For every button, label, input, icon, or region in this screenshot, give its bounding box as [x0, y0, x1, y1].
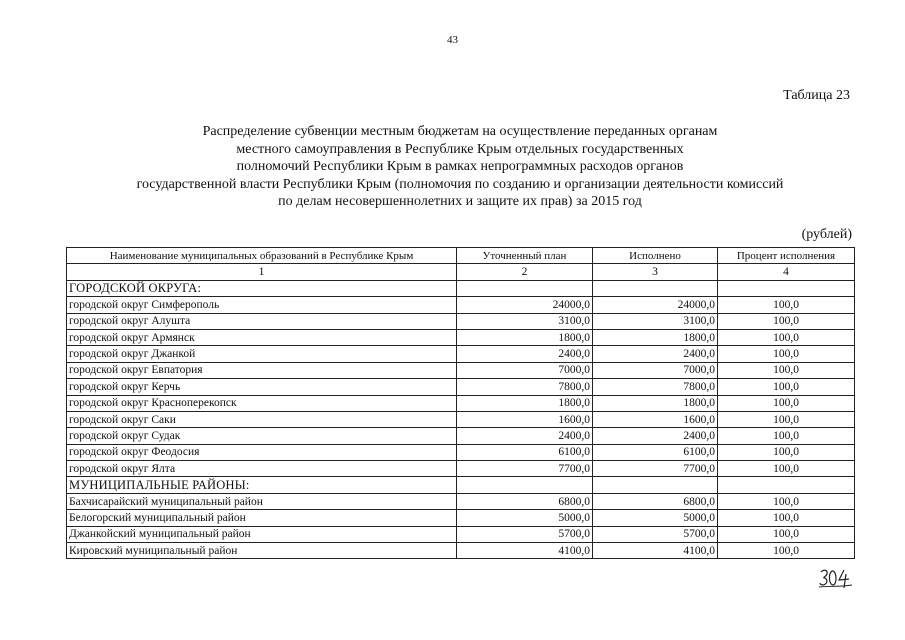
percent-cell: 100,0	[718, 379, 855, 395]
title-line: Распределение субвенции местным бюджетам на осуществление переданных органам	[202, 124, 718, 139]
table-row	[67, 346, 855, 362]
municipality-name-cell: городской округ Джанкой	[67, 346, 457, 362]
percent-cell: 100,0	[718, 543, 855, 559]
plan-cell: 1800,0	[457, 395, 593, 411]
title-line: полномочий Республики Крым в рамках непрограммных расходов органов	[236, 159, 684, 174]
plan-cell: 3100,0	[457, 313, 593, 329]
municipality-name-cell: городской округ Алушта	[67, 313, 457, 329]
section-row	[67, 280, 855, 296]
plan-cell: 2400,0	[457, 346, 593, 362]
page-number: 43	[447, 34, 458, 46]
section-title: ГОРОДСКОЙ ОКРУГА:	[67, 280, 457, 296]
percent-cell: 100,0	[718, 428, 855, 444]
plan-cell: 5000,0	[457, 510, 593, 526]
section-title: МУНИЦИПАЛЬНЫЕ РАЙОНЫ:	[67, 477, 457, 493]
plan-cell: 7000,0	[457, 362, 593, 378]
municipality-name-cell: Кировский муниципальный район	[67, 543, 457, 559]
municipality-name-cell: городской округ Армянск	[67, 329, 457, 345]
table-row	[67, 543, 855, 559]
percent-cell: 100,0	[718, 329, 855, 345]
municipality-name-cell: городской округ Керчь	[67, 379, 457, 395]
plan-cell: 5700,0	[457, 526, 593, 542]
plan-cell: 6100,0	[457, 444, 593, 460]
municipality-name-cell: Белогорский муниципальный район	[67, 510, 457, 526]
executed-cell: 2400,0	[593, 346, 718, 362]
plan-cell: 4100,0	[457, 543, 593, 559]
executed-cell: 1800,0	[593, 395, 718, 411]
percent-cell: 100,0	[718, 395, 855, 411]
plan-cell: 7700,0	[457, 461, 593, 477]
empty-cell	[718, 280, 855, 296]
municipality-name-cell: Джанкойский муниципальный район	[67, 526, 457, 542]
executed-cell: 1800,0	[593, 329, 718, 345]
section-row	[67, 477, 855, 493]
column-number: 2	[457, 264, 593, 280]
percent-cell: 100,0	[718, 313, 855, 329]
empty-cell	[457, 280, 593, 296]
table-row	[67, 510, 855, 526]
empty-cell	[718, 477, 855, 493]
table-row	[67, 362, 855, 378]
percent-cell: 100,0	[718, 444, 855, 460]
percent-cell: 100,0	[718, 461, 855, 477]
municipality-name-cell: городской округ Феодосия	[67, 444, 457, 460]
percent-cell: 100,0	[718, 493, 855, 509]
column-header-done: Исполнено	[593, 248, 718, 264]
units-label: (рублей)	[801, 227, 852, 242]
table-body	[67, 280, 855, 559]
table-label: Таблица 23	[783, 88, 850, 103]
percent-cell: 100,0	[718, 297, 855, 313]
table-row	[67, 329, 855, 345]
column-number: 4	[718, 264, 855, 280]
handwritten-page-mark	[818, 566, 854, 590]
percent-cell: 100,0	[718, 362, 855, 378]
document-title	[100, 123, 820, 211]
executed-cell: 6100,0	[593, 444, 718, 460]
municipality-name-cell: городской округ Красноперекопск	[67, 395, 457, 411]
table-row	[67, 493, 855, 509]
empty-cell	[457, 477, 593, 493]
plan-cell: 1600,0	[457, 411, 593, 427]
executed-cell: 5700,0	[593, 526, 718, 542]
table-row	[67, 444, 855, 460]
plan-cell: 1800,0	[457, 329, 593, 345]
executed-cell: 3100,0	[593, 313, 718, 329]
table-row	[67, 411, 855, 427]
table-row	[67, 395, 855, 411]
percent-cell: 100,0	[718, 346, 855, 362]
executed-cell: 7000,0	[593, 362, 718, 378]
empty-cell	[593, 280, 718, 296]
municipality-name-cell: городской округ Евпатория	[67, 362, 457, 378]
plan-cell: 24000,0	[457, 297, 593, 313]
municipality-name-cell: городской округ Ялта	[67, 461, 457, 477]
percent-cell: 100,0	[718, 411, 855, 427]
table-row	[67, 313, 855, 329]
executed-cell: 7700,0	[593, 461, 718, 477]
title-line: местного самоуправления в Республике Крым отдельных государственных	[236, 141, 684, 157]
table-row	[67, 526, 855, 542]
plan-cell: 7800,0	[457, 379, 593, 395]
table-row	[67, 461, 855, 477]
column-header-name: Наименование муниципальных образований в Республике Крым	[67, 248, 457, 264]
municipality-name-cell: городской округ Саки	[67, 411, 457, 427]
column-header-percent: Процент исполнения	[718, 248, 855, 264]
table-row	[67, 428, 855, 444]
table-header-row	[67, 248, 855, 264]
column-number-row	[67, 264, 855, 280]
executed-cell: 2400,0	[593, 428, 718, 444]
plan-cell: 6800,0	[457, 493, 593, 509]
title-line: по делам несовершеннолетних и защите их прав) за 2015 год	[278, 194, 642, 209]
executed-cell: 1600,0	[593, 411, 718, 427]
municipality-name-cell: городской округ Судак	[67, 428, 457, 444]
executed-cell: 5000,0	[593, 510, 718, 526]
percent-cell: 100,0	[718, 510, 855, 526]
column-number: 3	[593, 264, 718, 280]
municipality-name-cell: городской округ Симферополь	[67, 297, 457, 313]
empty-cell	[593, 477, 718, 493]
column-number: 1	[67, 264, 457, 280]
executed-cell: 6800,0	[593, 493, 718, 509]
plan-cell: 2400,0	[457, 428, 593, 444]
table-row	[67, 379, 855, 395]
percent-cell: 100,0	[718, 526, 855, 542]
table-row	[67, 297, 855, 313]
municipality-name-cell: Бахчисарайский муниципальный район	[67, 493, 457, 509]
executed-cell: 24000,0	[593, 297, 718, 313]
title-line: государственной власти Республики Крым (полномочия по созданию и организации деятельности комиссий	[136, 176, 784, 192]
executed-cell: 4100,0	[593, 543, 718, 559]
subvention-table	[66, 247, 855, 559]
column-header-plan: Уточненный план	[457, 248, 593, 264]
executed-cell: 7800,0	[593, 379, 718, 395]
